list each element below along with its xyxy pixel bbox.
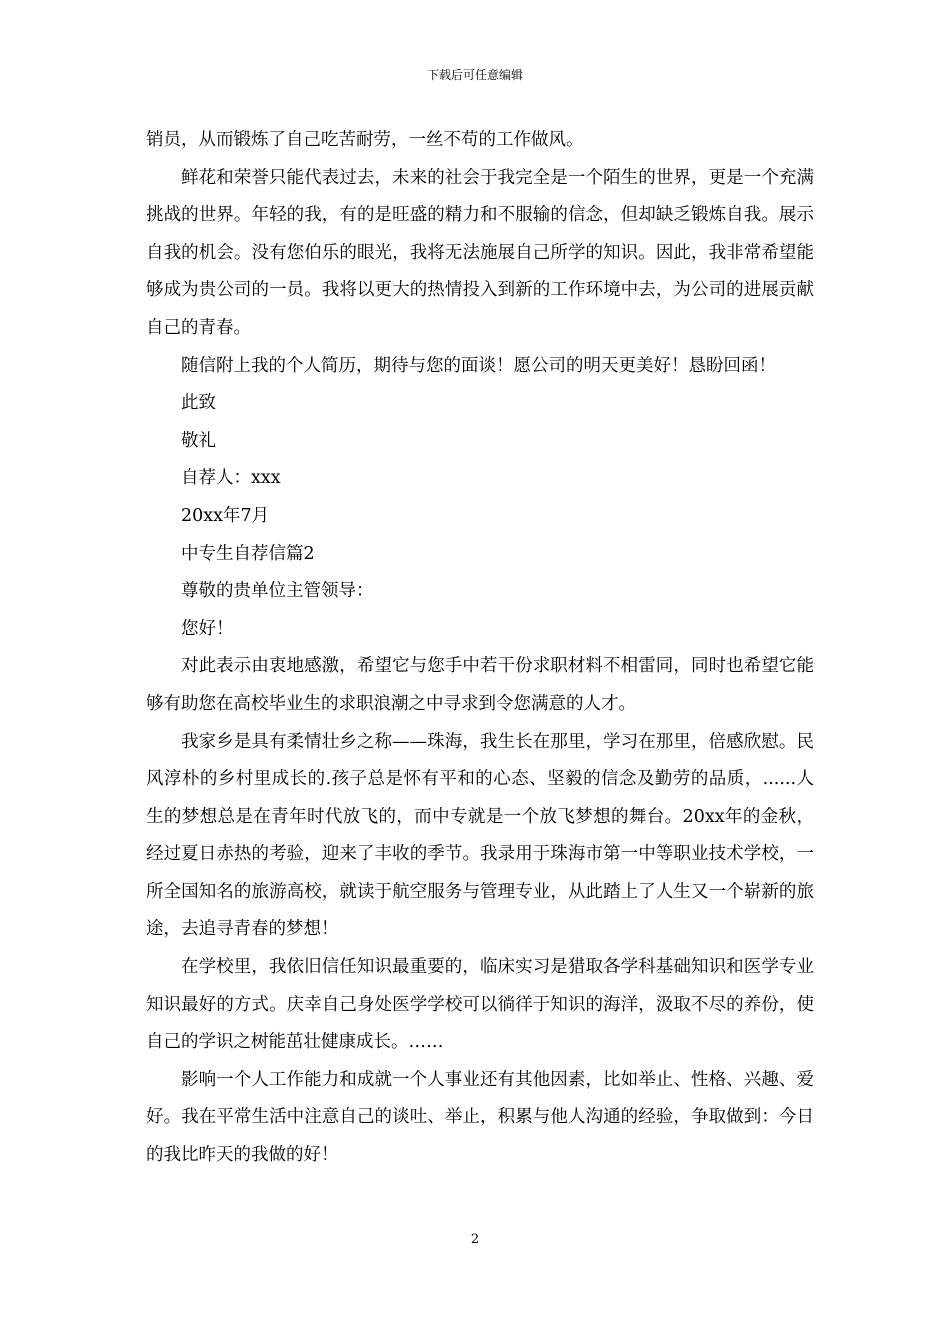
- paragraph: 对此表示由衷地感激，希望它与您手中若干份求职材料不相雷同，同时也希望它能够有助您在高校毕业生的求职浪潮之中寻求到令您满意的人才。: [146, 656, 814, 714]
- page-header: 下载后可任意编辑: [426, 68, 523, 82]
- paragraph: 随信附上我的个人简历，期待与您的面谈！愿公司的明天更美好！恳盼回函！: [181, 355, 776, 376]
- document-body: [146, 122, 814, 1175]
- date-line: 20xx年7月: [181, 505, 270, 526]
- signature-line: 自荐人：xxx: [181, 468, 281, 489]
- page-number: 2: [470, 1232, 480, 1247]
- section-title: 中专生自荐信篇2: [181, 543, 315, 564]
- paragraph: 鲜花和荣誉只能代表过去，未来的社会于我完全是一个陌生的世界，更是一个充满挑战的世界。年轻的我，有的是旺盛的精力和不服输的信念，但却缺乏锻炼自我。展示自我的机会。没有您伯乐的眼光，我将无法施展自己所学的知识。因此，我非常希望能够成为贵公司的一员。我将以更大的热情投入到新的工作环境中去，为公司的进展贡献自己的青春。: [146, 167, 814, 338]
- letter-salutation: 尊敬的贵单位主管领导：: [181, 581, 374, 602]
- paragraph: 销员，从而锻炼了自己吃苦耐劳，一丝不苟的工作做风。: [146, 130, 584, 150]
- paragraph: 在学校里，我依旧信任知识最重要的，临床实习是猎取各学科基础知识和医学专业知识最好的方式。庆幸自己身处医学学校可以徜徉于知识的海洋，汲取不尽的养份，使自己的学识之树能茁壮健康成长。……: [146, 957, 814, 1053]
- closing-regards: 敬礼: [181, 430, 216, 451]
- paragraph: 我家乡是具有柔情壮乡之称——珠海，我生长在那里，学习在那里，倍感欣慰。民风淳朴的乡村里成长的.孩子总是怀有平和的心态、坚毅的信念及勤劳的品质，......人生的梦想总是在青年时代放飞的，而中专就是一个放飞梦想的舞台。20xx年的金秋，经过夏日赤热的考验，迎来了丰收的季节。我录用于珠海市第一中等职业技术学校，一所全国知名的旅游高校，就读于航空服务与管理专业，从此踏上了人生又一个崭新的旅途，去追寻青春的梦想！: [146, 731, 814, 940]
- greeting: 您好！: [181, 618, 234, 639]
- paragraph: 影响一个人工作能力和成就一个人事业还有其他因素，比如举止、性格、兴趣、爱好。我在平常生活中注意自己的谈吐、举止，积累与他人沟通的经验，争取做到：今日的我比昨天的我做的好！: [146, 1069, 814, 1166]
- closing-salutation: 此致: [181, 393, 216, 414]
